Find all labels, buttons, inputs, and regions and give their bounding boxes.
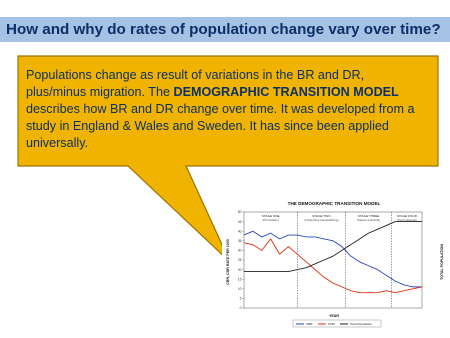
y-tick-label: 40 bbox=[237, 229, 242, 234]
callout-text-model-name: DEMOGRAPHIC TRANSITION MODEL bbox=[173, 85, 399, 99]
chart-title: THE DEMOGRAPHIC TRANSITION MODEL bbox=[287, 201, 381, 206]
demographic-transition-chart bbox=[222, 192, 450, 338]
y-tick-label: 5 bbox=[239, 296, 242, 301]
y-tick-label: 10 bbox=[237, 287, 242, 291]
y-tick-label: 25 bbox=[237, 258, 242, 263]
legend-label: CBR bbox=[306, 322, 313, 327]
stage-label: STAGE TWO bbox=[312, 214, 331, 218]
y-tick-label: 35 bbox=[237, 239, 242, 243]
callout-text-description: describes how BR and DR change over time. It was developed from a study in England & Wales and Sweden. It has since been applied universally. bbox=[26, 102, 415, 150]
legend-label: CDR bbox=[328, 322, 335, 327]
callout-text bbox=[26, 67, 422, 152]
y-tick-label: 30 bbox=[237, 248, 242, 253]
x-axis-label: YEAR bbox=[329, 314, 339, 318]
stage-sublabel: (Pre Modern) bbox=[262, 218, 279, 222]
y-tick-label: 0 bbox=[239, 306, 242, 311]
stage-sublabel: (Mature Industrial) bbox=[357, 218, 380, 222]
stage-label: STAGE ONE bbox=[261, 214, 280, 218]
stage-label: STAGE FOUR bbox=[396, 214, 417, 218]
y-tick-label: 20 bbox=[237, 267, 242, 272]
y-tick-label: 50 bbox=[237, 210, 242, 215]
stage-label: STAGE THREE bbox=[357, 214, 380, 218]
stage-sublabel: (Post Industrial) bbox=[397, 218, 417, 222]
legend-label: Total Population bbox=[350, 322, 373, 327]
y-axis-label: CBR, CDR RATE PER 1000 bbox=[226, 239, 230, 285]
callout-text-intro: Populations change as result of variations in the BR and DR, plus/minus migration. The bbox=[26, 68, 365, 99]
y-tick-label: 45 bbox=[237, 219, 242, 224]
y-tick-label: 15 bbox=[237, 277, 242, 282]
stage-sublabel: (Urbanizing/ Industrializing) bbox=[304, 218, 339, 222]
chart-legend bbox=[293, 320, 381, 327]
y2-axis-label: TOTAL POPULATION bbox=[440, 244, 444, 280]
slide-title: How and why do rates of population change vary over time? bbox=[6, 21, 441, 38]
